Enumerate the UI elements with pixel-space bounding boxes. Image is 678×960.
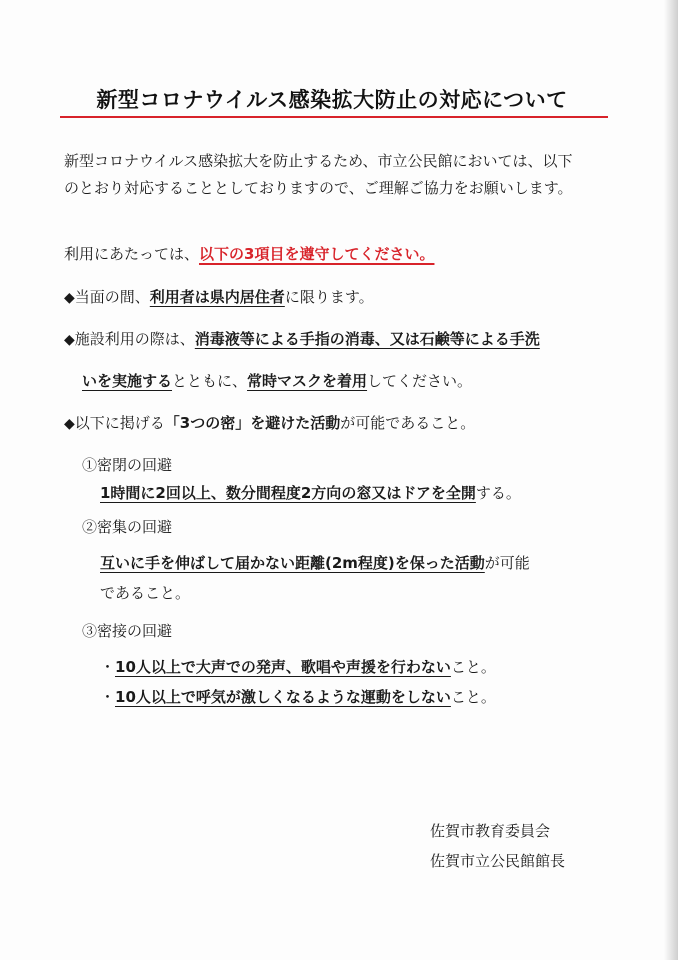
sub2-heading: ②密集の回避 [82, 518, 173, 536]
sub3-bullet-2 [100, 686, 496, 707]
title-underline [60, 116, 608, 118]
item2-post: してください。 [367, 372, 473, 390]
item1-post: に限ります。 [284, 288, 374, 306]
rule-item-1 [64, 286, 374, 307]
intro-paragraph [64, 148, 624, 202]
sub2-continuation: であること。 [100, 584, 191, 602]
rule-item-2-line-1 [64, 328, 540, 349]
item3-bold: 「3つの密」を避けた活動 [164, 414, 341, 432]
page-edge-shadow [664, 0, 678, 960]
item2-mid: とともに、 [172, 372, 248, 390]
signature-line-1: 佐賀市教育委員会 [430, 822, 551, 840]
signature-line-2: 佐賀市立公民館館長 [430, 852, 566, 870]
usage-lead: 利用にあたっては、 [64, 245, 200, 263]
item3-post: が可能であること。 [340, 414, 476, 432]
diamond-bullet-icon: ◆ [64, 416, 75, 432]
diamond-bullet-icon: ◆ [64, 290, 75, 306]
item1-bold: 利用者は県内居住者 [149, 288, 285, 306]
sub1-body [100, 482, 521, 503]
usage-highlight: 以下の3項目を遵守してください。 [199, 245, 435, 263]
sub3-b1-post: こと。 [450, 658, 496, 676]
diamond-bullet-icon: ◆ [64, 332, 75, 348]
rule-item-2-line-2 [82, 370, 472, 391]
sub3-heading: ③密接の回避 [82, 622, 173, 640]
item2-bold2: 常時マスクを着用 [247, 372, 368, 390]
sub3-dot-2: ・ [100, 688, 116, 706]
sub1-heading: ①密閉の回避 [82, 456, 173, 474]
document-title: 新型コロナウイルス感染拡大防止の対応について [96, 88, 568, 112]
sub2-bold: 互いに手を伸ばして届かない距離(2m程度)を保った活動 [100, 554, 485, 572]
item2-bold1b: いを実施する [82, 372, 173, 390]
sub1-post: する。 [475, 484, 521, 502]
intro-line-2: のとおり対応することとしておりますので、ご理解ご協力をお願いします。 [64, 179, 573, 197]
item1-pre: 当面の間、 [74, 288, 150, 306]
sub3-b2-bold: 10人以上で呼気が激しくなるような運動をしない [115, 688, 451, 706]
rule-item-3 [64, 412, 475, 433]
usage-lead-line [64, 243, 434, 264]
sub2-body [100, 552, 530, 573]
sub2-post: が可能 [484, 554, 530, 572]
intro-line-1: 新型コロナウイルス感染拡大を防止するため、市立公民館においては、以下 [64, 152, 573, 170]
sub3-b2-post: こと。 [450, 688, 496, 706]
item3-pre: 以下に掲げる [74, 414, 165, 432]
sub3-dot-1: ・ [100, 658, 116, 676]
item2-pre: 施設利用の際は、 [74, 330, 195, 348]
sub3-bullet-1 [100, 656, 496, 677]
sub1-bold: 1時間に2回以上、数分間程度2方向の窓又はドアを全開 [100, 484, 476, 502]
sub3-b1-bold: 10人以上で大声での発声、歌唱や声援を行わない [115, 658, 451, 676]
item2-bold1: 消毒液等による手指の消毒、又は石鹸等による手洗 [194, 330, 540, 348]
